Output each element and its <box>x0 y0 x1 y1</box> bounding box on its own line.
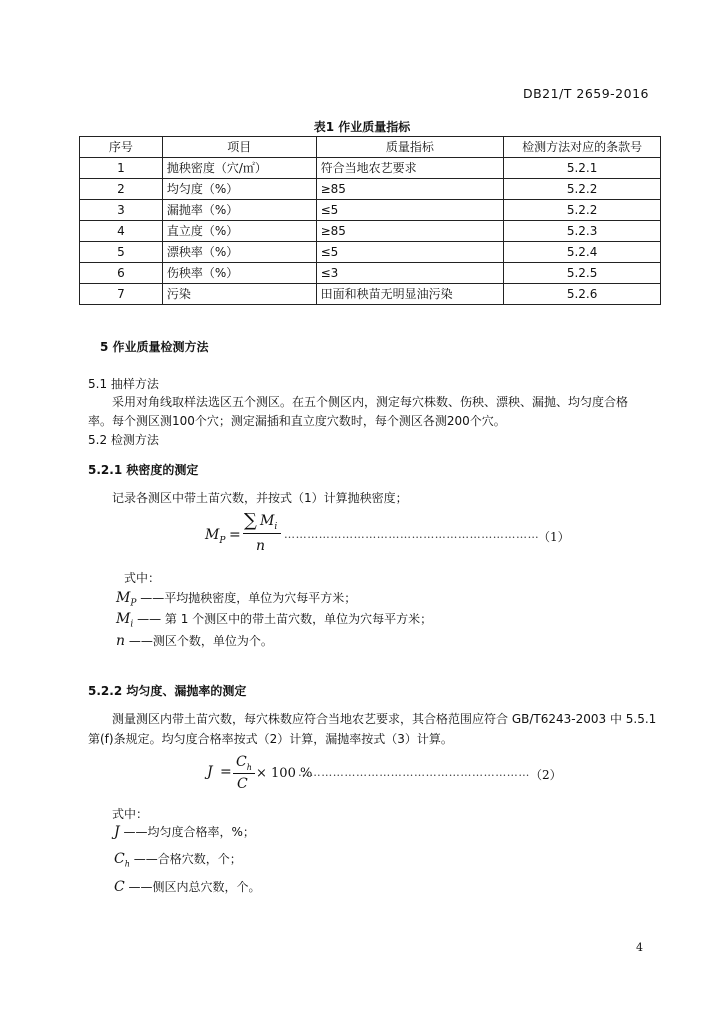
table-cell: ≥85 <box>316 221 504 242</box>
table-row <box>80 221 661 242</box>
formula-1-equals: = <box>229 527 241 543</box>
table-cell: 污染 <box>162 284 316 305</box>
table-cell: 7 <box>80 284 163 305</box>
definition-mi: $M_i$ —— 第 1 个测区中的带土苗穴数，单位为穴每平方米； <box>116 611 433 630</box>
formula-1-numerator: $M_i$ <box>260 513 278 532</box>
section-5-heading: 5 作业质量检测方法 <box>100 340 209 354</box>
standard-number: DB21/T 2659-2016 <box>522 86 649 101</box>
table-row <box>80 263 661 284</box>
section-5-2-2-para-line1: 测量测区内带土苗穴数，每穴株数应符合当地农艺要求，其合格范围应符合 GB/T6243-2003 中 5.5.1 <box>112 712 657 726</box>
table-cell: ≤5 <box>316 200 504 221</box>
table-cell: 3 <box>80 200 163 221</box>
table-cell: 伤秧率（%） <box>162 263 316 284</box>
section-5-2-heading: 5.2 检测方法 <box>88 433 159 447</box>
table-cell: 5.2.2 <box>504 179 661 200</box>
table-header-cell: 项目 <box>162 137 316 158</box>
section-5-2-1-heading: 5.2.1 秧密度的测定 <box>88 463 199 477</box>
table-header-row <box>80 137 661 158</box>
table-header-cell: 质量指标 <box>316 137 504 158</box>
table-cell: 5.2.4 <box>504 242 661 263</box>
formula-2-lhs: J <box>207 764 213 780</box>
section-5-2-2-para-line2: 第(f)条规定。均匀度合格率按式（2）计算，漏抛率按式（3）计算。 <box>88 732 453 746</box>
table-cell: 直立度（%） <box>162 221 316 242</box>
table-cell: 1 <box>80 158 163 179</box>
formula-1-leader-dots: ………………………………………………………… <box>284 528 540 541</box>
table-cell: 6 <box>80 263 163 284</box>
table-cell: 5.2.1 <box>504 158 661 179</box>
section-5-2-2-heading: 5.2.2 均匀度、漏抛率的测定 <box>88 684 247 698</box>
table-row <box>80 242 661 263</box>
table-cell: 抛秧密度（穴/㎡） <box>162 158 316 179</box>
section-5-1-heading: 5.1 抽样方法 <box>88 377 159 391</box>
section-5-1-para-line2: 率。每个测区测100个穴；测定漏插和直立度穴数时，每个测区各测200个穴。 <box>88 414 506 428</box>
table-cell: 符合当地农艺要求 <box>316 158 504 179</box>
formula-1-number: （1） <box>538 530 570 544</box>
formula-1-sum-symbol: ∑ <box>244 510 257 531</box>
section-5-1-para-line1: 采用对角线取样法选区五个测区。在五个侧区内，测定每穴株数、伤秧、漂秧、漏抛、均匀度合格 <box>112 395 629 409</box>
table-cell: ≥85 <box>316 179 504 200</box>
quality-table <box>79 136 661 305</box>
section-5-2-1-para: 记录各测区中带土苗穴数，并按式（1）计算抛秧密度； <box>112 491 408 505</box>
table-cell: 5 <box>80 242 163 263</box>
table-cell: ≤3 <box>316 263 504 284</box>
definition-n: n ——测区个数，单位为个。 <box>116 633 273 649</box>
formula-2-fraction-bar <box>233 773 255 774</box>
table-cell: 2 <box>80 179 163 200</box>
definition-c: C ——侧区内总穴数，个。 <box>114 879 261 895</box>
table-cell: 漏抛率（%） <box>162 200 316 221</box>
formula-1-lhs: $M_P$ <box>205 527 226 546</box>
table-row <box>80 158 661 179</box>
formula-2-leader-dots: …………………………………………………… <box>298 766 530 779</box>
table-header-cell: 检测方法对应的条款号 <box>504 137 661 158</box>
definitions-label-2: 式中： <box>112 807 149 821</box>
table-cell: 5.2.6 <box>504 284 661 305</box>
table-row <box>80 284 661 305</box>
formula-2-multiplier: × 100 % <box>256 766 313 781</box>
page-number: 4 <box>636 941 643 954</box>
formula-2-numerator: $C_h$ <box>236 754 252 772</box>
table-cell: 田面和秧苗无明显油污染 <box>316 284 504 305</box>
definition-ch: $C_h$ ——合格穴数，个； <box>114 851 242 869</box>
formula-1-denominator: n <box>256 538 266 554</box>
table-cell: 5.2.2 <box>504 200 661 221</box>
table-cell: ≤5 <box>316 242 504 263</box>
table-row <box>80 179 661 200</box>
table-header-cell: 序号 <box>80 137 163 158</box>
formula-2-number: （2） <box>530 768 562 782</box>
table-cell: 4 <box>80 221 163 242</box>
table-row <box>80 200 661 221</box>
formula-1-fraction-bar <box>243 533 281 534</box>
table-cell: 漂秧率（%） <box>162 242 316 263</box>
table-cell: 5.2.5 <box>504 263 661 284</box>
table-caption: 表1 作业质量指标 <box>313 120 411 134</box>
table-cell: 5.2.3 <box>504 221 661 242</box>
definition-mp: $M_P$ ——平均抛秧密度，单位为穴每平方米； <box>116 590 357 609</box>
definition-j: J ——均匀度合格率，%； <box>114 824 255 840</box>
formula-2-denominator: C <box>237 776 248 792</box>
table-cell: 均匀度（%） <box>162 179 316 200</box>
definitions-label-1: 式中： <box>124 571 161 585</box>
formula-2-equals: = <box>220 764 232 780</box>
